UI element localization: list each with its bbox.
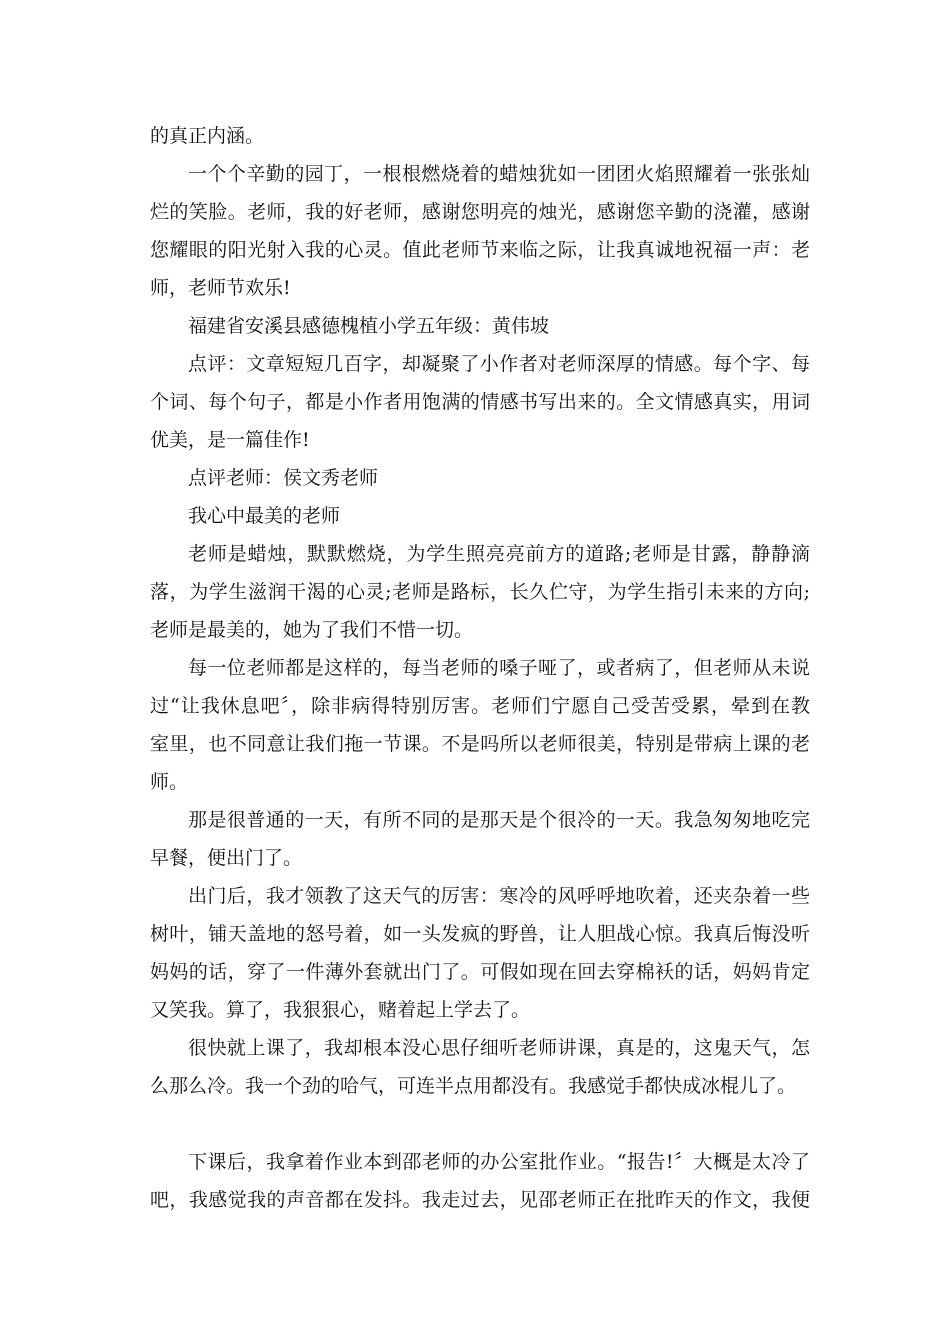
text-line: 室里，也不同意让我们拖一节课。不是吗所以老师很美，特别是带病上课的老	[150, 733, 810, 755]
text-line: 出门后，我才领教了这天气的厉害：寒冷的风呼呼地吹着，还夹杂着一些	[188, 885, 810, 907]
text-line: 一个个辛勤的园丁，一根根燃烧着的蜡烛犹如一团团火焰照耀着一张张灿	[188, 163, 810, 185]
text-line: 师，老师节欢乐!	[150, 277, 291, 299]
text-line: 师。	[150, 771, 189, 793]
text-line: 个词、每个句子，都是小作者用饱满的情感书写出来的。全文情感真实，用词	[150, 391, 810, 413]
text-line: 福建省安溪县感德槐植小学五年级：黄伟坡	[188, 315, 550, 337]
text-line: 又笑我。算了，我狠狠心，赌着起上学去了。	[150, 999, 531, 1021]
text-line: 我心中最美的老师	[188, 505, 341, 527]
text-line: 优美，是一篇佳作!	[150, 429, 310, 451]
text-line: 每一位老师都是这样的，每当老师的嗓子哑了，或者病了，但老师从未说	[188, 657, 810, 679]
text-line: 妈妈的话，穿了一件薄外套就出门了。可假如现在回去穿棉袄的话，妈妈肯定	[150, 961, 810, 983]
text-line: 过“让我休息吧〞，除非病得特别厉害。老师们宁愿自己受苦受累，晕到在教	[150, 695, 810, 717]
text-line: 落，为学生滋润干渴的心灵;老师是路标，长久伫守，为学生指引未来的方向;	[150, 581, 810, 603]
text-line: 那是很普通的一天，有所不同的是那天是个很冷的一天。我急匆匆地吃完	[188, 809, 810, 831]
text-line: 树叶，铺天盖地的怒号着，如一头发疯的野兽，让人胆战心惊。我真后悔没听	[150, 923, 810, 945]
text-line: 下课后，我拿着作业本到邵老师的办公室批作业。“报告!〞大概是太冷了	[188, 1151, 810, 1173]
text-line: 很快就上课了，我却根本没心思仔细听老师讲课，真是的，这鬼天气，怎	[188, 1037, 810, 1059]
text-line: 吧，我感觉我的声音都在发抖。我走过去，见邵老师正在批昨天的作文，我便	[150, 1189, 810, 1211]
text-line: 老师是最美的，她为了我们不惜一切。	[150, 619, 474, 641]
text-line: 烂的笑脸。老师，我的好老师，感谢您明亮的烛光，感谢您辛勤的浇灌，感谢	[150, 201, 810, 223]
text-line: 您耀眼的阳光射入我的心灵。值此老师节来临之际，让我真诚地祝福一声：老	[150, 239, 810, 261]
text-line: 点评：文章短短几百字，却凝聚了小作者对老师深厚的情感。每个字、每	[188, 353, 810, 375]
text-line: 么那么冷。我一个劲的哈气，可连半点用都没有。我感觉手都快成冰棍儿了。	[150, 1075, 797, 1097]
text-line: 早餐，便出门了。	[150, 847, 303, 869]
text-line: 的真正内涵。	[150, 125, 265, 147]
text-line: 老师是蜡烛，默默燃烧，为学生照亮亮前方的道路;老师是甘露，静静滴	[188, 543, 810, 565]
text-line: 点评老师：侯文秀老师	[188, 467, 379, 489]
